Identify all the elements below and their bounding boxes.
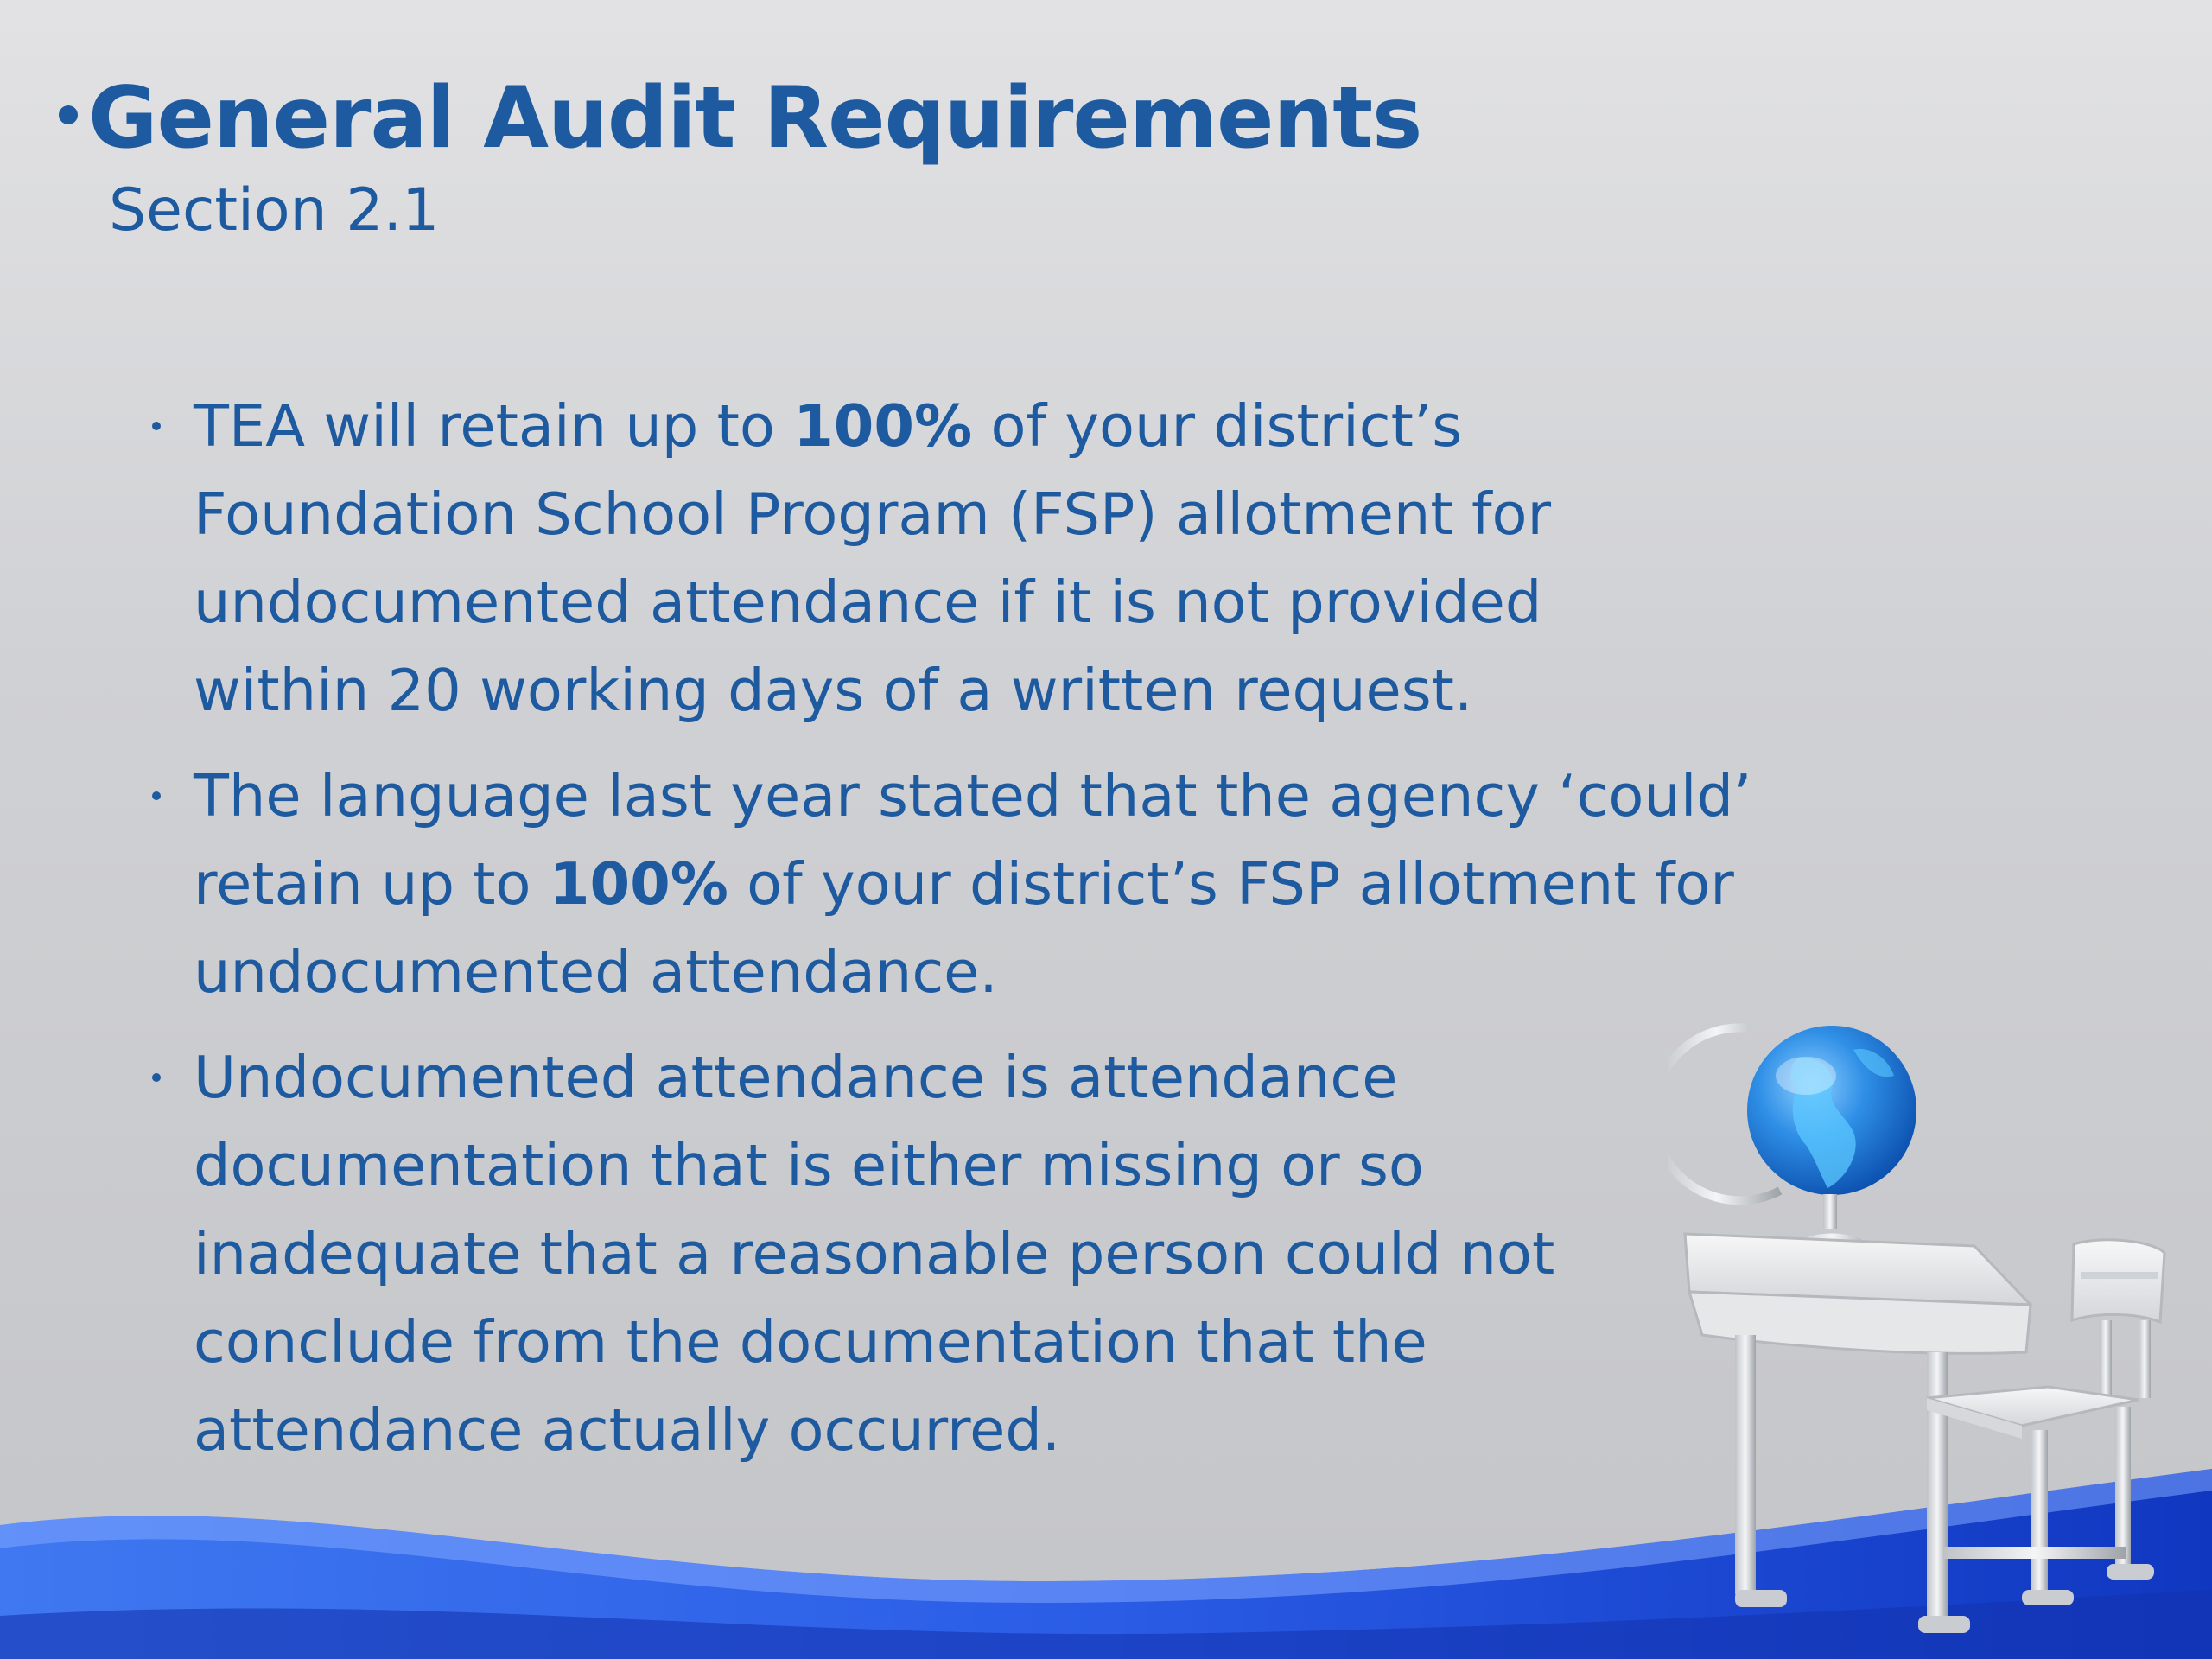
bullet-line: within 20 working days of a written request. xyxy=(194,657,1473,724)
text-run: retain up to xyxy=(194,850,550,918)
bullet-icon xyxy=(152,1073,161,1082)
slide-subtitle: Section 2.1 xyxy=(109,176,440,245)
bullet-list xyxy=(147,382,1875,1491)
bullet-line: attendance actually occurred. xyxy=(194,1396,1061,1464)
text-run: TEA will retain up to xyxy=(194,392,794,460)
title-block xyxy=(59,67,2133,247)
text-run: of your district’s xyxy=(972,392,1463,460)
bullet-line: undocumented attendance. xyxy=(194,938,998,1006)
bullet-point-3 xyxy=(147,1033,1875,1474)
emphasis-text: 100% xyxy=(549,850,728,918)
bullet-line: Foundation School Program (FSP) allotment for xyxy=(194,480,1552,548)
title-bullet-icon xyxy=(59,105,78,124)
bullet-line: Undocumented attendance is attendance xyxy=(194,1044,1398,1111)
globe-on-school-desk-icon xyxy=(1668,994,2169,1650)
bullet-icon xyxy=(152,422,161,430)
bullet-line: undocumented attendance if it is not provided xyxy=(194,569,1542,636)
bullet-icon xyxy=(152,791,161,800)
bullet-line: inadequate that a reasonable person could not xyxy=(194,1220,1555,1287)
bullet-point-1 xyxy=(147,382,1875,734)
slide-title xyxy=(59,67,2133,169)
emphasis-text: 100% xyxy=(793,392,973,460)
bullet-line: conclude from the documentation that the xyxy=(194,1308,1427,1376)
bullet-line xyxy=(194,840,1875,928)
text-run: of your district’s FSP allotment for xyxy=(728,850,1734,918)
bullet-line: documentation that is either missing or so xyxy=(194,1132,1424,1199)
bullet-line: The language last year stated that the agency ‘could’ xyxy=(194,762,1752,830)
slide-title-text: General Audit Requirements xyxy=(88,69,1422,168)
bullet-line xyxy=(194,382,1875,470)
bullet-point-2 xyxy=(147,752,1875,1016)
